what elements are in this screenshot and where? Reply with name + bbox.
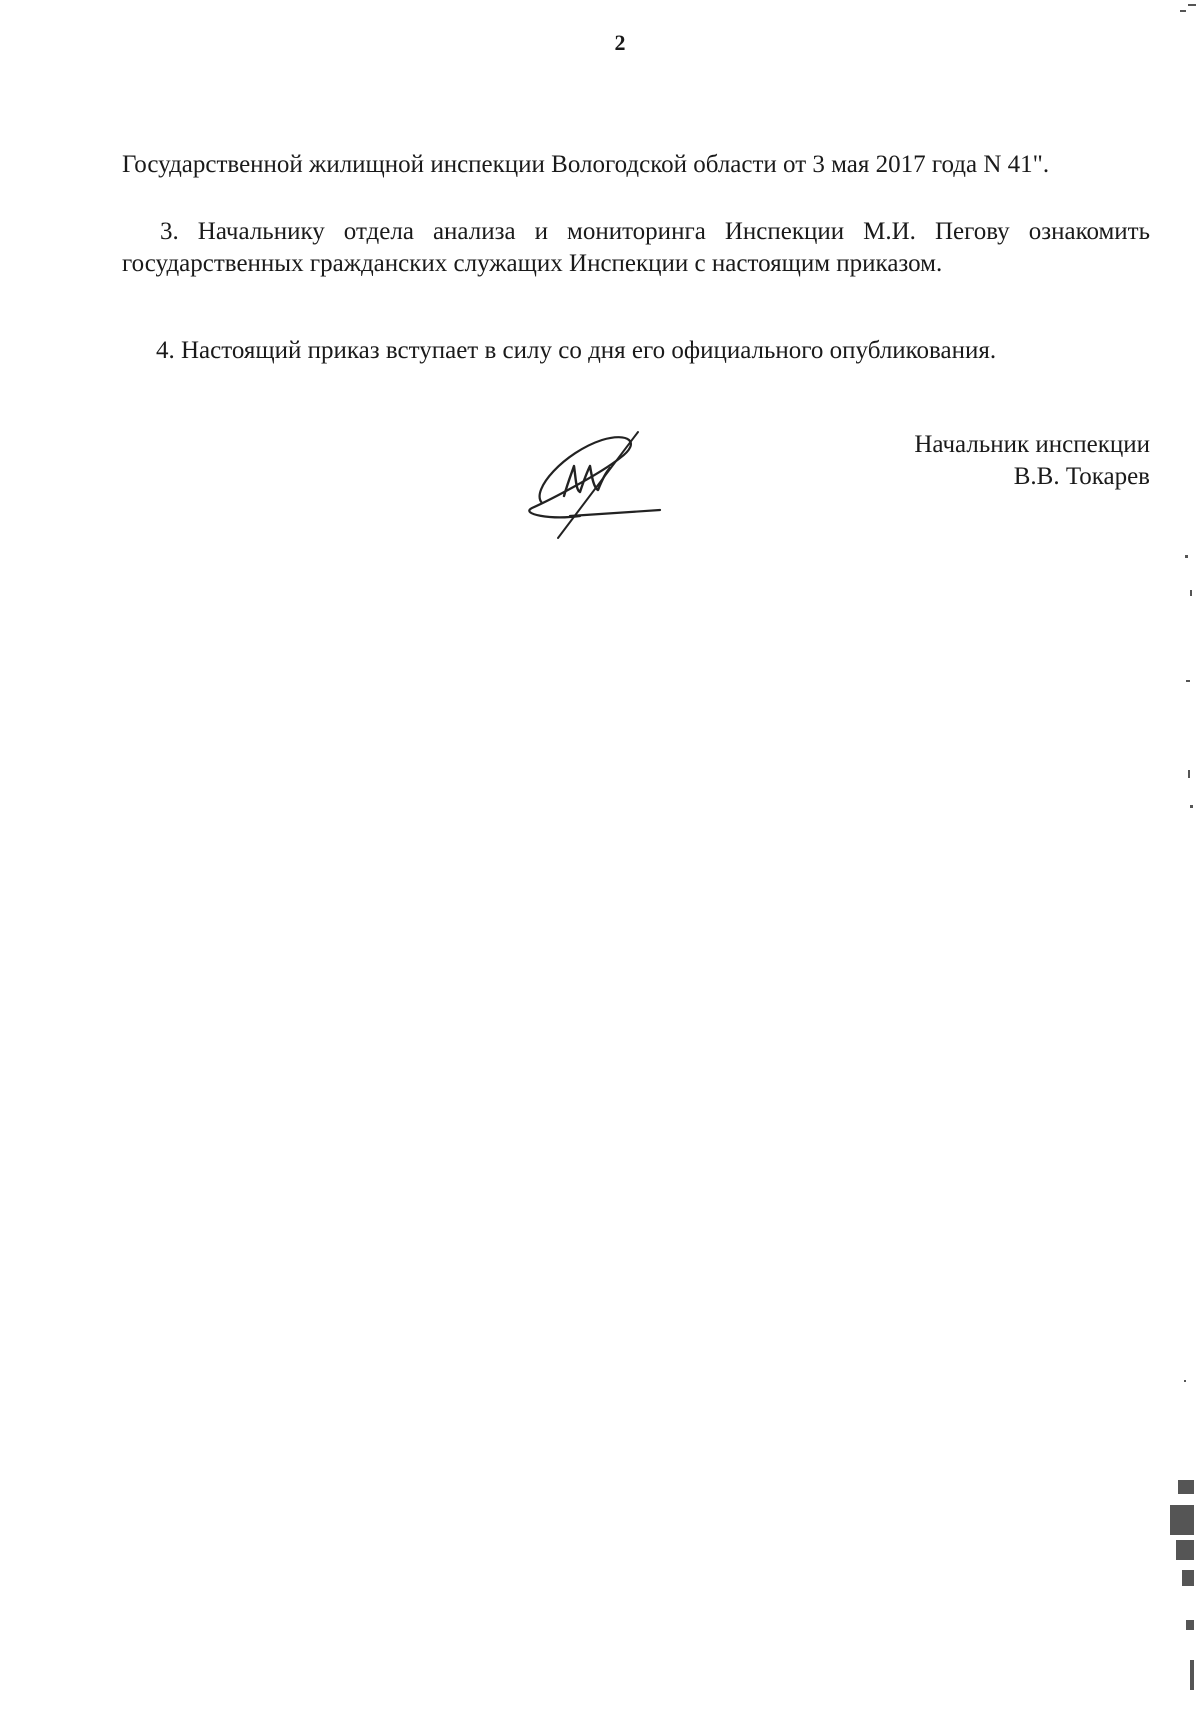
- signatory-name: В.В. Токарев: [1013, 463, 1150, 490]
- signature-block: [914, 429, 1150, 493]
- paragraph-item-3: 3. Начальнику отдела анализа и мониторинга Инспекции М.И. Пегову ознакомить государственных гражданских служащих Инспекции с настоящим приказом.: [122, 218, 1150, 277]
- handwritten-signature: [510, 430, 670, 550]
- signatory-position: Начальник инспекции: [914, 431, 1150, 458]
- paragraph-continued: Государственной жилищной инспекции Вологодской области от 3 мая 2017 года N 41".: [122, 151, 1050, 178]
- paragraph-item-4: 4. Настоящий приказ вступает в силу со дня его официального опубликования.: [156, 337, 997, 364]
- page-number: 2: [614, 30, 626, 55]
- scan-noise: [1140, 0, 1200, 1709]
